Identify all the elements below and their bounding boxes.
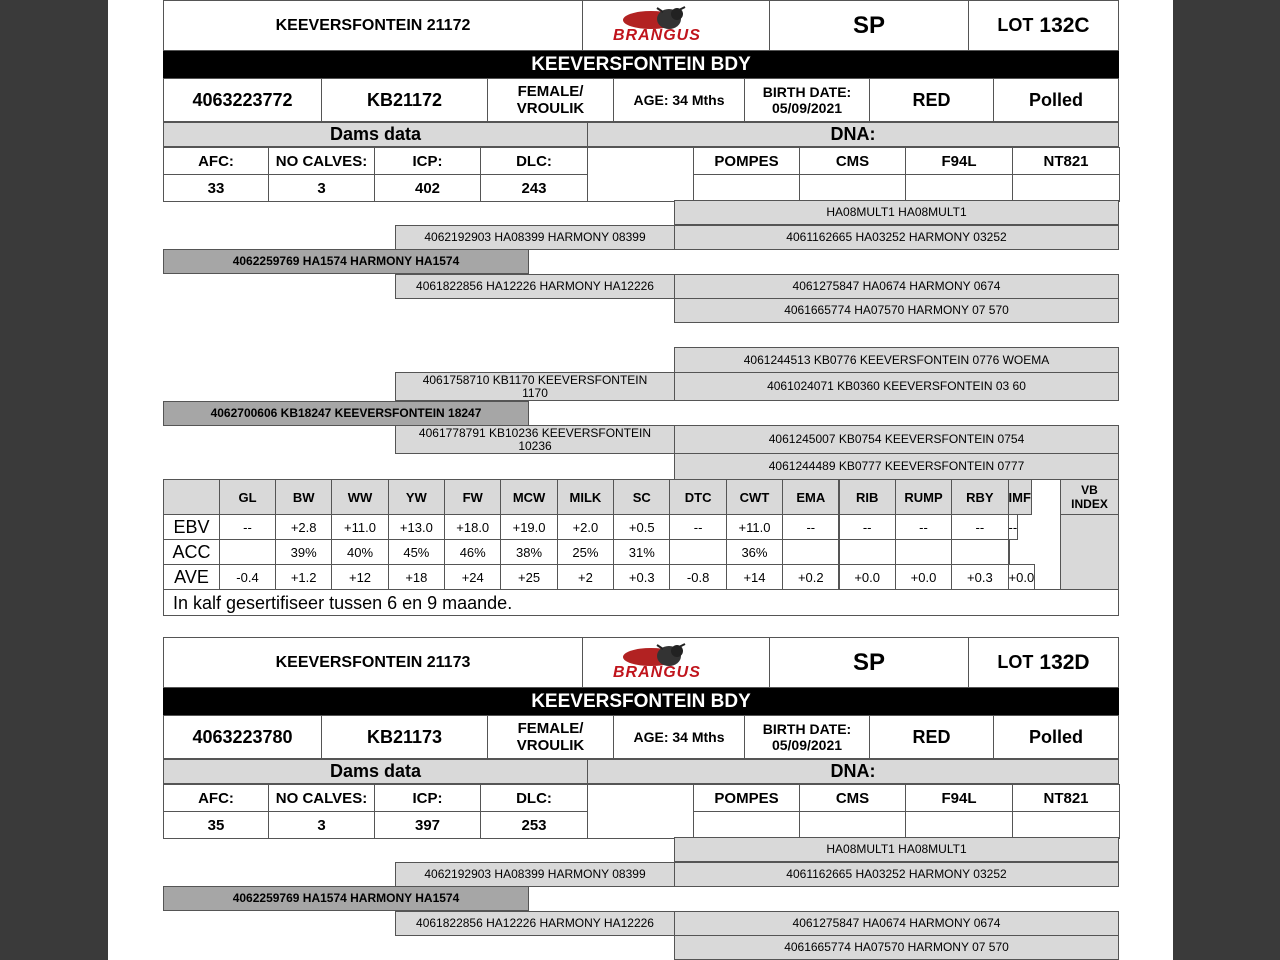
tag-number: KB21172 (321, 78, 488, 122)
ebv-col-header: WW (331, 479, 388, 515)
ebv-cell: 31% (613, 539, 670, 565)
vb-index-value (1060, 514, 1119, 590)
pedigree-sire-dam: 4061822856 HA12226 HARMONY HA12226 (395, 911, 675, 936)
ebv-cell: +24 (444, 564, 501, 590)
ebv-cell: 40% (331, 539, 388, 565)
pedigree-sire-sire: 4062192903 HA08399 HARMONY 08399 (395, 225, 675, 250)
dams-value: 243 (480, 174, 588, 202)
lot-prefix: LOT (997, 652, 1034, 672)
ebv-cell: 25% (557, 539, 614, 565)
horn-status: Polled (993, 715, 1119, 759)
dna-value (905, 174, 1013, 202)
pedigree-dam-dam-line-2: 10236 (518, 438, 552, 453)
lot-number: 132C (1039, 13, 1090, 37)
birth-date (744, 715, 870, 759)
color: RED (869, 78, 994, 122)
pedigree-dam-sire-sire: 4061244513 KB0776 KEEVERSFONTEIN 0776 WOEMA (674, 347, 1119, 373)
catalogue-page (108, 0, 1173, 960)
dams-value: 3 (268, 811, 375, 839)
pedigree-sire-dam: 4061822856 HA12226 HARMONY HA12226 (395, 274, 675, 299)
ebv-cell: +12 (331, 564, 388, 590)
dna-blank-cell (587, 784, 694, 839)
breeder-banner: KEEVERSFONTEIN BDY (163, 688, 1119, 715)
registration-number: 4063223780 (163, 715, 322, 759)
ebv-col-header: BW (275, 479, 332, 515)
dna-header: F94L (905, 147, 1013, 175)
brand-logo (582, 637, 770, 688)
ebv-cell: +18 (388, 564, 445, 590)
ebv-cell: +18.0 (444, 514, 501, 540)
dams-header: NO CALVES: (268, 784, 375, 812)
lot-number-cell (968, 637, 1119, 688)
sex (487, 715, 614, 759)
certification-note: In kalf gesertifiseer tussen 6 en 9 maande. (163, 589, 1119, 616)
ebv-cell: +11.0 (726, 514, 783, 540)
ebv-corner-cell (163, 479, 220, 515)
tag-number: KB21173 (321, 715, 488, 759)
dna-title: DNA: (587, 122, 1119, 147)
pedigree-dam-sire (395, 372, 675, 401)
sex-line-1: FEMALE/ (517, 720, 584, 737)
dna-title: DNA: (587, 759, 1119, 784)
ebv-cell: -0.8 (669, 564, 726, 590)
pedigree-sire-sire-sire: HA08MULT1 HA08MULT1 (674, 837, 1119, 862)
pedigree-sire: 4062259769 HA1574 HARMONY HA1574 (163, 249, 529, 274)
brand-wordmark: BRANGUS (613, 27, 701, 44)
ebv-cell: 39% (275, 539, 332, 565)
ebv-cell: +1.2 (275, 564, 332, 590)
birth-date-line-2: 05/09/2021 (771, 737, 843, 753)
ebv-cell: -- (1008, 514, 1019, 540)
ebv-cell: +0.0 (1008, 564, 1036, 590)
ebv-cell: 46% (444, 539, 501, 565)
ebv-cell: +2.0 (557, 514, 614, 540)
horn-status: Polled (993, 78, 1119, 122)
pedigree-sire: 4062259769 HA1574 HARMONY HA1574 (163, 886, 529, 911)
birth-date-line-1: BIRTH DATE: (762, 721, 852, 737)
ebv-col-header: GL (219, 479, 276, 515)
ebv-col-header: CWT (726, 479, 783, 515)
dams-header: ICP: (374, 147, 481, 175)
dna-value (693, 811, 800, 839)
ebv-cell: -- (951, 514, 1008, 540)
ebv-cell: +11.0 (331, 514, 388, 540)
age: AGE: 34 Mths (613, 715, 745, 759)
ebv-col-header: MILK (557, 479, 614, 515)
pedigree-sire-dam-dam: 4061665774 HA07570 HARMONY 07 570 (674, 298, 1119, 323)
color: RED (869, 715, 994, 759)
dna-blank-cell (587, 147, 694, 202)
lot-number-cell (968, 0, 1119, 51)
dna-value (693, 174, 800, 202)
dams-header: ICP: (374, 784, 481, 812)
vb-index-header (1060, 479, 1119, 515)
ebv-cell: +0.3 (951, 564, 1008, 590)
pedigree-dam: 4062700606 KB18247 KEEVERSFONTEIN 18247 (163, 401, 529, 426)
dna-header: POMPES (693, 784, 800, 812)
ebv-col-header: MCW (500, 479, 557, 515)
pedigree-sire-sire-dam: 4061162665 HA03252 HARMONY 03252 (674, 862, 1119, 887)
ebv-cell (219, 539, 276, 565)
ebv-cell: +14 (726, 564, 783, 590)
dams-value: 35 (163, 811, 269, 839)
ebv-cell (895, 539, 952, 565)
brand-logo (582, 0, 770, 51)
ebv-cell (1008, 539, 1010, 565)
ebv-cell: +0.0 (839, 564, 896, 590)
lot-number: 132D (1039, 650, 1090, 674)
dna-value (1012, 811, 1120, 839)
ebv-cell (951, 539, 1008, 565)
category-code: SP (769, 637, 969, 688)
dams-value: 402 (374, 174, 481, 202)
dams-data-title: Dams data (163, 759, 588, 784)
ebv-cell (782, 539, 839, 565)
dna-header: POMPES (693, 147, 800, 175)
ebv-cell: -- (669, 514, 726, 540)
age: AGE: 34 Mths (613, 78, 745, 122)
ebv-cell (839, 539, 896, 565)
dams-header: AFC: (163, 784, 269, 812)
pedigree-dam-dam-line-1: 4061778791 KB10236 KEEVERSFONTEIN (418, 425, 652, 440)
pedigree-dam-sire-line-2: 1170 (522, 385, 548, 400)
ebv-cell: 36% (726, 539, 783, 565)
sex-line-2: VROULIK (516, 737, 585, 754)
pedigree-sire-dam-sire: 4061275847 HA0674 HARMONY 0674 (674, 911, 1119, 936)
ebv-cell: +25 (500, 564, 557, 590)
ebv-cell: -- (895, 514, 952, 540)
dna-header: F94L (905, 784, 1013, 812)
pedigree-dam-dam-dam: 4061244489 KB0777 KEEVERSFONTEIN 0777 (674, 453, 1119, 480)
dams-data-title: Dams data (163, 122, 588, 147)
dams-value: 33 (163, 174, 269, 202)
dams-header: DLC: (480, 147, 588, 175)
vb-index-header-line-2: INDEX (1071, 497, 1108, 511)
ebv-col-header: EMA (782, 479, 839, 515)
dna-header: NT821 (1012, 784, 1120, 812)
dna-header: NT821 (1012, 147, 1120, 175)
ebv-col-header: IMF (1008, 479, 1032, 515)
ebv-cell: -- (782, 514, 839, 540)
category-code: SP (769, 0, 969, 51)
ebv-col-header: FW (444, 479, 501, 515)
sex-line-2: VROULIK (516, 100, 585, 117)
dams-header: DLC: (480, 784, 588, 812)
ebv-cell: -- (219, 514, 276, 540)
ebv-cell: 38% (500, 539, 557, 565)
birth-date-line-2: 05/09/2021 (771, 100, 843, 116)
dams-value: 253 (480, 811, 588, 839)
pedigree-sire-dam-sire: 4061275847 HA0674 HARMONY 0674 (674, 274, 1119, 299)
pedigree-sire-sire-dam: 4061162665 HA03252 HARMONY 03252 (674, 225, 1119, 250)
ebv-cell: -0.4 (219, 564, 276, 590)
dna-value (799, 811, 906, 839)
pedigree-sire-sire-sire: HA08MULT1 HA08MULT1 (674, 200, 1119, 225)
breeder-banner: KEEVERSFONTEIN BDY (163, 51, 1119, 78)
dna-value (1012, 174, 1120, 202)
ebv-cell: +0.5 (613, 514, 670, 540)
ebv-col-header: RUMP (895, 479, 952, 515)
ebv-row-label: ACC (163, 539, 220, 565)
vb-index-header-line-1: VB (1081, 483, 1098, 497)
dams-value: 397 (374, 811, 481, 839)
ebv-col-header: RIB (839, 479, 896, 515)
birth-date-line-1: BIRTH DATE: (762, 84, 852, 100)
registration-number: 4063223772 (163, 78, 322, 122)
dams-header: AFC: (163, 147, 269, 175)
pedigree-dam-sire-line-1: 4061758710 KB1170 KEEVERSFONTEIN (422, 372, 648, 387)
dams-value: 3 (268, 174, 375, 202)
ebv-col-header: SC (613, 479, 670, 515)
ebv-col-header: RBY (951, 479, 1008, 515)
ebv-cell: +0.2 (782, 564, 839, 590)
ebv-cell: +2 (557, 564, 614, 590)
pedigree-dam-dam (395, 425, 675, 454)
pedigree-sire-dam-dam: 4061665774 HA07570 HARMONY 07 570 (674, 935, 1119, 960)
ebv-cell: +13.0 (388, 514, 445, 540)
pedigree-dam-dam-sire: 4061245007 KB0754 KEEVERSFONTEIN 0754 (674, 425, 1119, 454)
ebv-cell (669, 539, 726, 565)
lot-prefix: LOT (997, 15, 1034, 35)
animal-name: KEEVERSFONTEIN 21173 (163, 637, 583, 688)
ebv-cell: +19.0 (500, 514, 557, 540)
sex (487, 78, 614, 122)
ebv-cell: +0.3 (613, 564, 670, 590)
dna-value (905, 811, 1013, 839)
animal-name: KEEVERSFONTEIN 21172 (163, 0, 583, 51)
ebv-cell: +2.8 (275, 514, 332, 540)
ebv-col-header: YW (388, 479, 445, 515)
dna-header: CMS (799, 784, 906, 812)
ebv-cell: 45% (388, 539, 445, 565)
pedigree-dam-sire-dam: 4061024071 KB0360 KEEVERSFONTEIN 03 60 (674, 372, 1119, 401)
ebv-cell: -- (839, 514, 896, 540)
brand-wordmark: BRANGUS (613, 664, 701, 681)
dna-value (799, 174, 906, 202)
ebv-row-label: EBV (163, 514, 220, 540)
ebv-cell: +0.0 (895, 564, 952, 590)
dna-header: CMS (799, 147, 906, 175)
dams-header: NO CALVES: (268, 147, 375, 175)
sex-line-1: FEMALE/ (517, 83, 584, 100)
ebv-row-label: AVE (163, 564, 220, 590)
pedigree-sire-sire: 4062192903 HA08399 HARMONY 08399 (395, 862, 675, 887)
ebv-col-header: DTC (669, 479, 726, 515)
birth-date (744, 78, 870, 122)
